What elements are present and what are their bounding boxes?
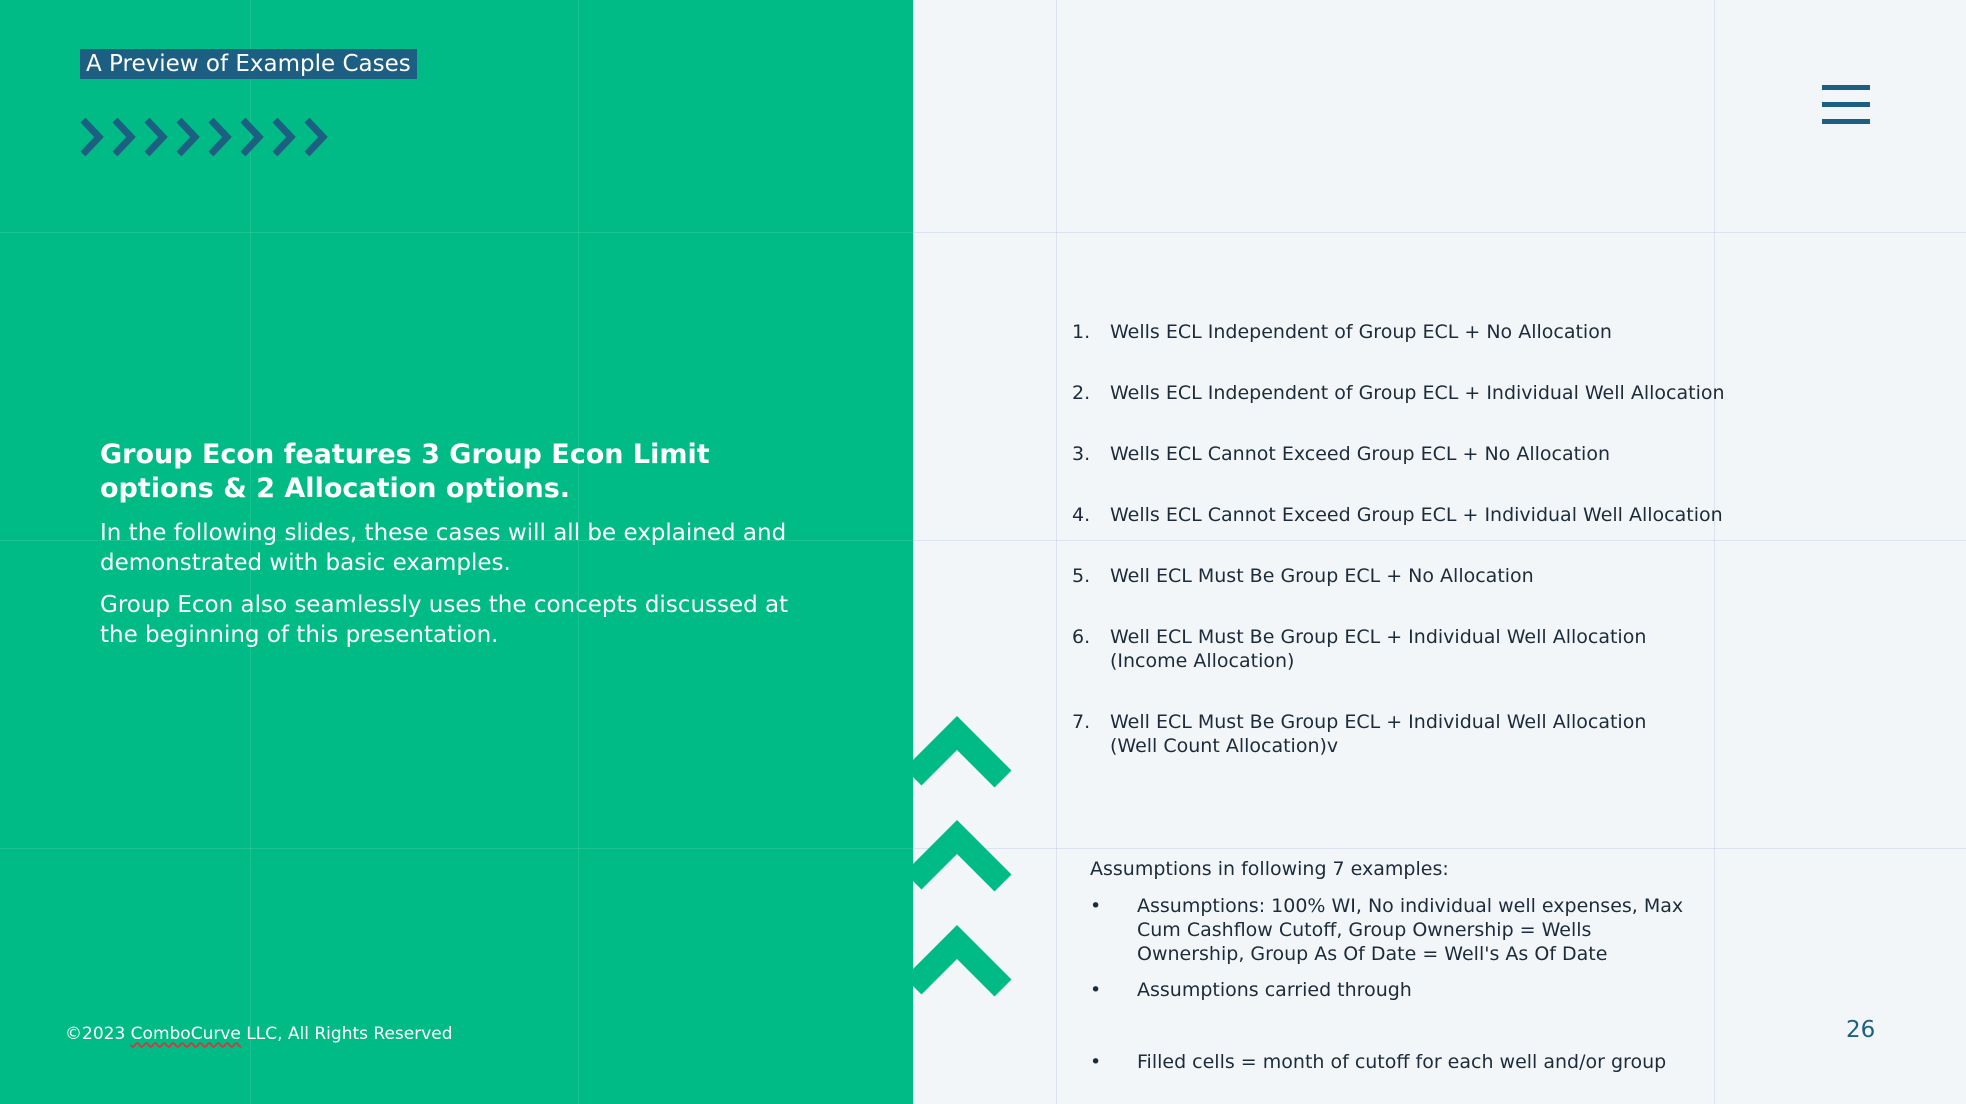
chevron-right-icon [243,120,259,154]
chevron-up-icon [913,837,1003,883]
list-item: 5. Well ECL Must Be Group ECL + No Allocation [1072,565,1534,587]
list-item: • Filled cells = month of cutoff for each well and/or group [1090,1051,1667,1073]
chevron-up-icon [913,733,1003,779]
list-item: • Assumptions: 100% WI, No individual well expenses, Max Cum Cashflow Cutoff, Group Ownership = Wells Ownership, Group As Of Date = Well's As Of Date [1090,895,1684,965]
assumptions-title: Assumptions in following 7 examples: [1090,858,1449,880]
gridline [1056,0,1057,1104]
menu-icon[interactable] [1822,85,1870,125]
copyright: ©2023 ComboCurve LLC, All Rights Reserved [65,1024,453,1044]
list-item: 7. Well ECL Must Be Group ECL + Individual Well Allocation (Well Count Allocation)v [1072,711,1647,757]
chevron-right-icon [179,120,195,154]
chevron-right-icon [275,120,291,154]
chevron-up-icon [913,942,1003,988]
decorative-chevrons [913,715,1013,1015]
cases-list [1072,320,1932,758]
chevron-right-icon [211,120,227,154]
gridline [0,232,913,233]
list-item: 1. Wells ECL Independent of Group ECL + No Allocation [1072,321,1612,343]
section-tag: A Preview of Example Cases [80,49,417,79]
gridline [0,848,913,849]
list-item: 3. Wells ECL Cannot Exceed Group ECL + No Allocation [1072,443,1610,465]
brand-name: ComboCurve [130,1024,241,1044]
chevron-row [79,116,329,158]
concepts-paragraph: Group Econ also seamlessly uses the concepts discussed at the beginning of this presentation. [100,592,789,648]
gridline [913,232,1966,233]
slide-heading: Group Econ features 3 Group Econ Limit options & 2 Allocation options. [100,439,710,504]
chevron-right-icon [83,120,99,154]
page-number: 26 [1846,1017,1876,1043]
list-item: 2. Wells ECL Independent of Group ECL + Individual Well Allocation [1072,382,1725,404]
chevron-right-icon [307,120,323,154]
chevron-right-icon [147,120,163,154]
chevron-right-icon [115,120,131,154]
intro-paragraph: In the following slides, these cases will all be explained and demonstrated with basic examples. [100,520,787,576]
list-item: 6. Well ECL Must Be Group ECL + Individual Well Allocation (Income Allocation) [1072,626,1647,672]
gridline [913,848,1966,849]
list-item: 4. Wells ECL Cannot Exceed Group ECL + Individual Well Allocation [1072,504,1723,526]
list-item: • Assumptions carried through [1090,979,1412,1001]
